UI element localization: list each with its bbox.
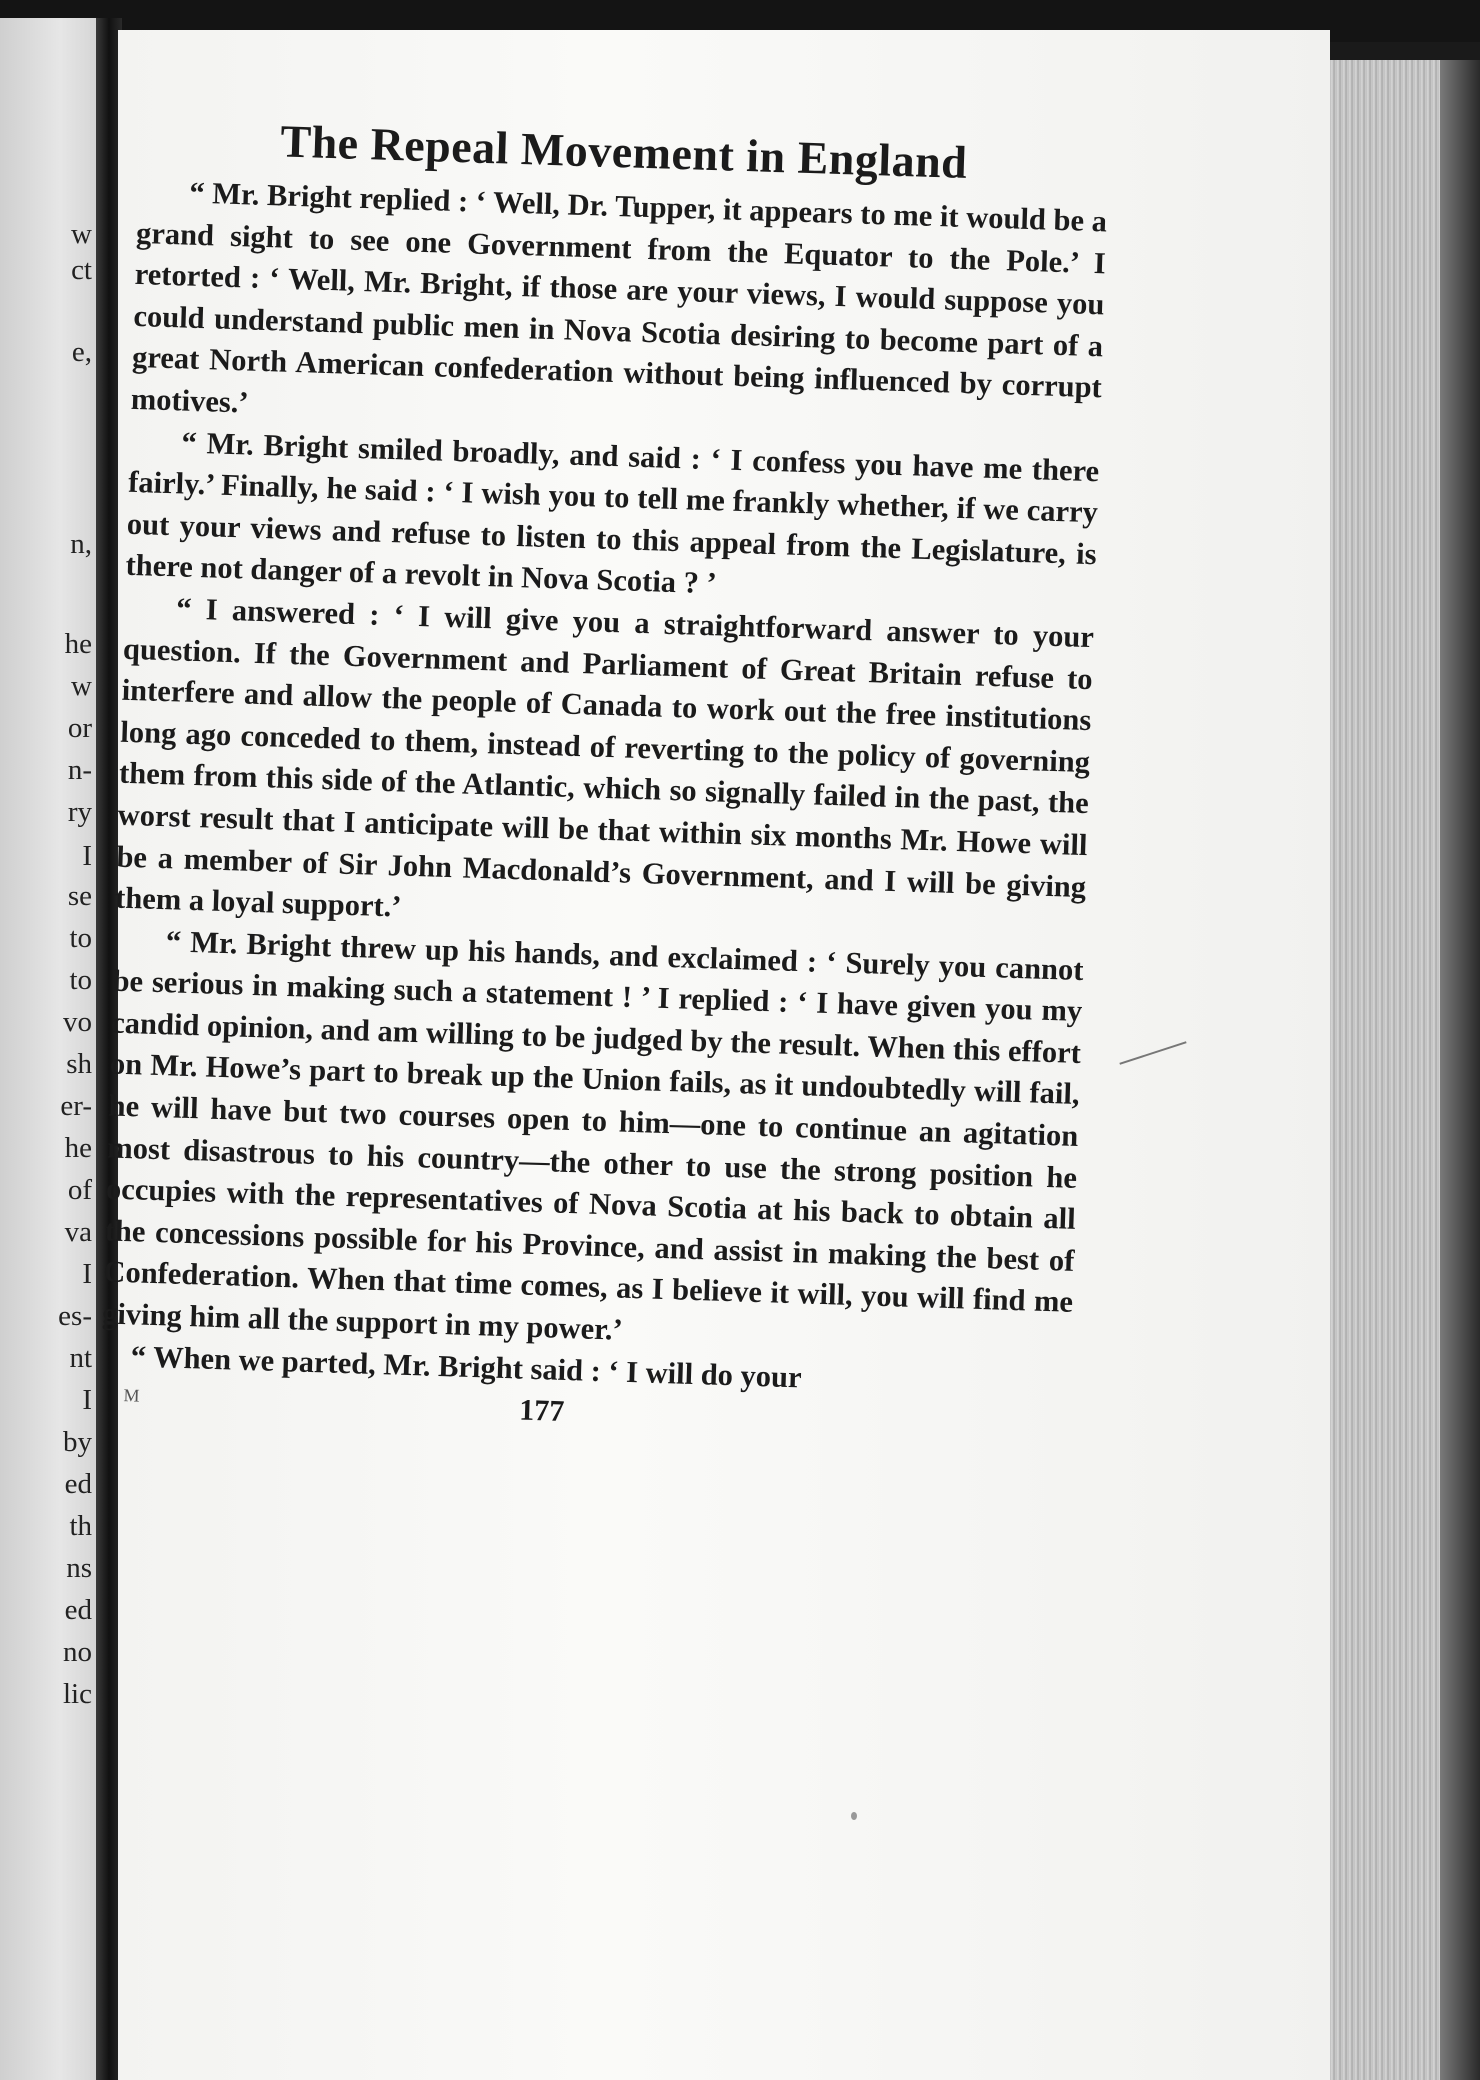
left-page-fragment: nt [69, 1342, 92, 1374]
paragraph: “ Mr. Bright replied : ‘ Well, Dr. Tupper, it appears to me it would be a grand sight to see one Government from the Equator to the Pole.’ I retorted : ‘ Well, Mr. Bright, if those are your views, I would suppose you could understand public men in Nova Scotia desiring to become part of a great North American confederation without being influenced by corrupt motives.’ [130, 175, 1108, 420]
left-page-fragment: he [64, 1132, 92, 1164]
left-page-fragment: to [69, 922, 92, 954]
left-page-fragment: I [82, 1258, 92, 1290]
left-page-fragment: n- [67, 754, 92, 786]
left-page-fragment: sh [66, 1048, 92, 1080]
left-page-fragment: es- [58, 1300, 92, 1332]
left-page-fragment: ct [71, 254, 92, 286]
left-page-fragment: he [64, 628, 92, 660]
paragraph: “ I answered : ‘ I will give you a straightforward answer to your question. If the Government and Parliament of Great Britain refuse to interfere and allow the people of Canada to work out the free institutions long ago conceded to them, instead of reverting to the policy of governing them from this side of the Atlantic, which so signally failed in the past, the worst result that I anticipate will be that within six months Mr. Howe will be a member of Sir John Macdonald’s Government, and I will be giving them a loyal support.’ [114, 591, 1095, 924]
left-page-fragment: w [71, 670, 92, 702]
left-page-fragment: to [69, 964, 92, 996]
left-page-edge [0, 18, 100, 2080]
left-page-fragment: I [82, 1384, 92, 1416]
left-page-fragment: e, [71, 336, 92, 368]
left-page-fragment: of [67, 1174, 92, 1206]
paper-speck [851, 1812, 857, 1820]
left-page-fragment: ry [67, 796, 92, 828]
left-page-fragment: I [82, 840, 92, 872]
left-page-fragment: no [63, 1636, 92, 1668]
paragraph: “ Mr. Bright smiled broadly, and said : ‘ I confess you have me there fairly.’ Finally, he said : ‘ I wish you to tell me frankly whether, if we carry out your views and refuse to listen to this appeal from the Legislature, is there not danger of a revolt in Nova Scotia ? ’ [125, 425, 1100, 601]
page-number: 177 [518, 1393, 565, 1429]
left-page-fragment: ed [64, 1468, 92, 1500]
left-page-fragment: va [64, 1216, 92, 1248]
signature-mark: M [123, 1385, 140, 1406]
left-page-fragment: ed [64, 1594, 92, 1626]
left-page-fragment: er- [60, 1090, 92, 1122]
left-page-fragment: vo [63, 1006, 92, 1038]
left-page-fragment: w [71, 218, 92, 250]
book-cover-edge [1440, 60, 1480, 2080]
left-page-fragment: ns [66, 1552, 92, 1584]
left-page-fragment: n, [70, 528, 92, 560]
running-title: The Repeal Movement in England [279, 115, 969, 189]
left-page-fragment: or [67, 712, 92, 744]
paragraph: “ When we parted, Mr. Bright said : ‘ I will do your [130, 1338, 803, 1395]
left-page-fragment: th [69, 1510, 92, 1542]
left-page-fragment: lic [63, 1678, 92, 1710]
left-page-fragment: se [67, 880, 92, 912]
page-content [99, 110, 1110, 1455]
left-page-fragment: by [63, 1426, 92, 1458]
paragraph: “ Mr. Bright threw up his hands, and exclaimed : ‘ Surely you cannot be serious in making such a statement ! ’ I replied : ‘ I have given you my candid opinion, and am willing to be judged by the result. When this effort on Mr. Howe’s part to break up the Union fails, as it undoubtedly will fail, he will have but two courses open to him—one to continue an agitation most disastrous to his country—the other to use the strong position he occupies with the representatives of Nova Scotia at his back to obtain all the concessions possible for his Province, and assist in making the best of Confederation. When that time comes, as I believe it will, you will find me giving him all the support in my power.’ [101, 923, 1084, 1347]
